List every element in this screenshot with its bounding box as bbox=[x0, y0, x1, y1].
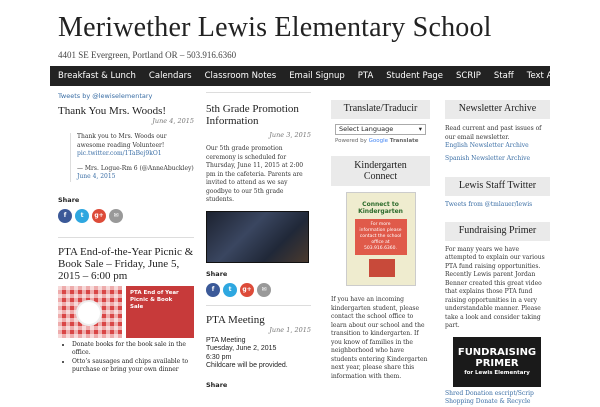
nav-pta[interactable]: PTA bbox=[357, 71, 374, 81]
thumbnail-line: for Lewis Elementary bbox=[464, 369, 530, 376]
post-title[interactable]: Thank You Mrs. Woods! bbox=[58, 105, 167, 117]
list-item: • Otto’s sausages and chips available to purchase or bring your own dinner bbox=[72, 358, 194, 375]
flyer-line: Picnic & Book bbox=[130, 296, 173, 303]
share-label: Share bbox=[206, 269, 228, 278]
chevron-down-icon: ▾ bbox=[418, 125, 422, 133]
post-title[interactable]: 5th Grade Promotion Information bbox=[206, 103, 299, 127]
donation-link[interactable]: Shred Donation escript/Scrip bbox=[445, 389, 534, 397]
list-item: • Donate books for the book sale in the office. bbox=[72, 341, 194, 358]
kindergarten-body: If you have an incoming kindergarten student, please contact the school office to learn about our school and the transition to kindergarten. If you know of families in the neighborhood who have students entering Kindergarten next year, please share this information with them. bbox=[331, 296, 428, 380]
nav-calendars[interactable]: Calendars bbox=[148, 71, 192, 81]
site-address: 4401 SE Evergreen, Portland OR – 503.916.6360 bbox=[58, 50, 237, 60]
flyer-line: PTA End of Year bbox=[130, 289, 179, 296]
widget-title: Fundraising Primer bbox=[445, 222, 550, 241]
shopping-link[interactable]: Shopping Donate & Recycle bbox=[445, 398, 531, 405]
newsletter-body: Read current and past issues of our email newsletter. bbox=[445, 125, 542, 141]
post-date: June 1, 2015 bbox=[269, 325, 311, 334]
meeting-line: PTA Meeting bbox=[206, 336, 246, 344]
share-buttons bbox=[58, 209, 194, 223]
post-date: June 3, 2015 bbox=[269, 131, 311, 139]
sidebar-middle bbox=[331, 92, 430, 381]
email-icon[interactable]: ✉ bbox=[257, 283, 271, 297]
picnic-bullet-list bbox=[72, 341, 194, 375]
share-buttons bbox=[206, 283, 311, 297]
share-label: Share bbox=[58, 195, 80, 204]
kindergarten-flyer-image[interactable] bbox=[346, 192, 416, 286]
school-house-shape bbox=[369, 259, 395, 277]
meeting-details bbox=[206, 337, 311, 371]
site-title[interactable]: Meriwether Lewis Elementary School bbox=[58, 12, 492, 43]
post-title[interactable]: PTA Meeting bbox=[206, 313, 265, 326]
tweets-by-link[interactable]: Tweets by @lewiselementary bbox=[58, 92, 153, 100]
main-column-right bbox=[206, 92, 311, 389]
widget-title: Lewis Staff Twitter bbox=[445, 177, 550, 196]
divider bbox=[58, 237, 194, 238]
tweet-text: Thank you to Mrs. Woods our awesome reading Volunteer! bbox=[77, 133, 167, 149]
meeting-line: Childcare will be provided. bbox=[206, 362, 288, 369]
widget-title: Kindergarten Connect bbox=[331, 156, 430, 186]
translate-link[interactable]: Translate bbox=[389, 138, 419, 144]
twitter-icon[interactable]: t bbox=[75, 209, 89, 223]
powered-by-google bbox=[335, 138, 426, 144]
fundraising-primer-video-thumbnail[interactable] bbox=[453, 337, 541, 387]
select-value: Select Language bbox=[339, 125, 394, 133]
fundraising-body: For many years we have attempted to explain our various PTA fund raising opportunities. Recently Lewis parent Jordan Benner created this great video that explains those PTA fund raising opportunities in a very understandable manner. Please take a look and consider taking part. bbox=[445, 245, 545, 329]
share-label: Share bbox=[206, 380, 228, 389]
spanish-newsletter-link[interactable]: Spanish Newsletter Archive bbox=[445, 154, 531, 162]
thumbnail-line: FUNDRAISING bbox=[457, 346, 537, 358]
staff-tweets-link[interactable]: Tweets from @tmlauer/lewis bbox=[445, 201, 533, 208]
nav-breakfast-lunch[interactable]: Breakfast & Lunch bbox=[58, 71, 136, 81]
tweet-author: — Mrs. Logue-Rm 6 (@AnneAbuckley) bbox=[77, 164, 194, 172]
post-date: June 4, 2015 bbox=[152, 117, 194, 125]
embedded-tweet bbox=[70, 133, 194, 182]
picnic-images bbox=[58, 286, 194, 338]
google-plus-icon[interactable]: g+ bbox=[240, 283, 254, 297]
students-photo[interactable] bbox=[206, 211, 309, 263]
nav-classroom-notes[interactable]: Classroom Notes bbox=[204, 71, 277, 81]
thumbnail-line: PRIMER bbox=[475, 357, 519, 369]
flyer-title: Connect to Kindergarten bbox=[358, 201, 403, 215]
main-nav bbox=[50, 66, 572, 86]
sidebar-right bbox=[445, 92, 550, 407]
widget-title: Translate/Traducir bbox=[331, 100, 430, 119]
nav-text-alerts[interactable]: Text Alerts bbox=[526, 71, 572, 81]
flyer-line: Sale bbox=[130, 303, 144, 310]
main-column-left bbox=[58, 92, 194, 375]
google-logo[interactable]: Google bbox=[368, 138, 389, 144]
tweet-pic-link[interactable]: pic.twitter.com/1TaBej9kO1 bbox=[77, 150, 162, 157]
post-body: Our 5th grade promotion ceremony is scheduled for Thursday, June 11, 2015 at 2:00 pm in the cafeteria. Parents are invited to attend as we say goodbye to our 5th grade students. bbox=[206, 145, 304, 203]
english-newsletter-link[interactable]: English Newsletter Archive bbox=[445, 142, 529, 149]
email-icon[interactable]: ✉ bbox=[109, 209, 123, 223]
site-header bbox=[58, 10, 558, 60]
meeting-line: 6:30 pm bbox=[206, 353, 232, 361]
nav-email-signup[interactable]: Email Signup bbox=[289, 71, 345, 81]
picnic-flyer-image[interactable] bbox=[126, 286, 194, 338]
picnic-plate-image[interactable] bbox=[58, 286, 122, 338]
divider bbox=[206, 92, 311, 93]
post-title[interactable]: PTA End-of-the-Year Picnic & Book Sale – Friday, June 5, 2015 – 6:00 pm bbox=[58, 245, 194, 282]
twitter-icon[interactable]: t bbox=[223, 283, 237, 297]
facebook-icon[interactable]: f bbox=[58, 209, 72, 223]
tweet-date-link[interactable]: June 4, 2015 bbox=[77, 173, 116, 180]
meeting-line: Tuesday, June 2, 2015 bbox=[206, 345, 277, 352]
nav-student-page[interactable]: Student Page bbox=[386, 71, 444, 81]
google-plus-icon[interactable]: g+ bbox=[92, 209, 106, 223]
plate-shape bbox=[76, 300, 102, 326]
widget-title: Newsletter Archive bbox=[445, 100, 550, 119]
facebook-icon[interactable]: f bbox=[206, 283, 220, 297]
powered-text: Powered by bbox=[335, 138, 367, 144]
nav-scrip[interactable]: SCRIP bbox=[456, 71, 481, 81]
flyer-card: For more information please contact the school office at 503.916.6360. bbox=[355, 219, 407, 255]
nav-staff[interactable]: Staff bbox=[493, 71, 514, 81]
language-select[interactable] bbox=[335, 124, 426, 135]
divider bbox=[206, 305, 311, 306]
